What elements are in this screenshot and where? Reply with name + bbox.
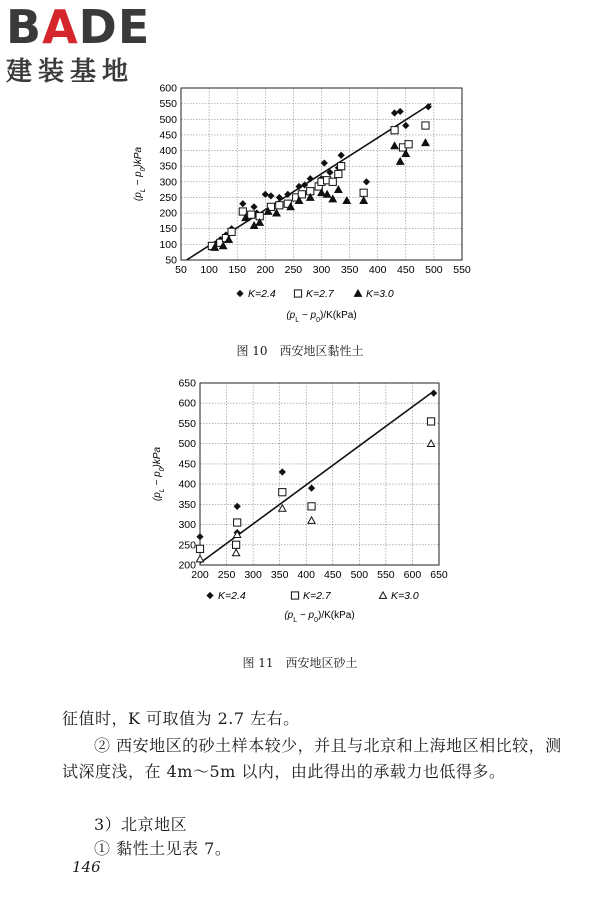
x-tick-label: 350 <box>340 264 359 276</box>
legend-marker-diamond <box>236 290 243 297</box>
data-point-diamond <box>234 503 241 510</box>
legend-label: K=3.0 <box>391 590 419 602</box>
data-point-diamond <box>391 109 398 116</box>
y-tick-label: 100 <box>159 238 177 251</box>
x-tick-label: 400 <box>297 569 315 581</box>
y-tick-label: 200 <box>178 559 196 572</box>
data-point-triangle <box>427 440 434 446</box>
y-tick-label: 450 <box>178 458 196 471</box>
data-point-diamond <box>363 178 370 185</box>
legend-label: K=2.4 <box>248 288 276 300</box>
data-point-triangle <box>196 555 203 561</box>
data-point-square <box>308 503 315 510</box>
y-tick-label: 400 <box>159 145 177 158</box>
y-tick-label: 500 <box>159 113 177 126</box>
legend-label: K=3.0 <box>366 288 394 300</box>
data-point-square <box>422 122 429 129</box>
data-point-triangle <box>397 158 404 164</box>
x-tick-label: 500 <box>425 264 443 276</box>
data-point-diamond <box>239 200 246 207</box>
data-point-square <box>279 489 286 496</box>
data-point-square <box>427 418 434 425</box>
y-tick-label: 250 <box>178 539 196 552</box>
data-point-diamond <box>397 108 404 115</box>
data-point-triangle <box>308 517 315 523</box>
data-point-diamond <box>267 192 274 199</box>
data-point-square <box>405 141 412 148</box>
data-point-square <box>233 541 240 548</box>
x-tick-label: 150 <box>228 264 246 276</box>
y-tick-label: 550 <box>178 417 196 430</box>
data-point-square <box>234 519 241 526</box>
x-tick-label: 200 <box>256 264 275 276</box>
data-point-diamond <box>307 175 314 182</box>
data-point-square <box>196 545 203 552</box>
x-tick-label: 100 <box>200 264 218 276</box>
data-point-triangle <box>279 505 286 511</box>
y-tick-label: 400 <box>178 478 196 491</box>
y-tick-label: 550 <box>159 98 177 111</box>
x-tick-label: 650 <box>430 569 448 581</box>
y-tick-label: 600 <box>159 82 177 95</box>
y-tick-label: 600 <box>178 397 196 410</box>
data-point-square <box>228 228 235 235</box>
logo-subtitle: 建装基地 <box>6 57 135 87</box>
x-tick-label: 300 <box>312 264 331 276</box>
x-tick-label: 450 <box>397 264 415 276</box>
data-point-triangle <box>360 197 367 203</box>
data-point-square <box>276 202 283 209</box>
data-point-triangle <box>335 186 342 192</box>
y-tick-label: 500 <box>178 438 196 451</box>
data-point-square <box>335 170 342 177</box>
x-tick-label: 500 <box>350 569 369 581</box>
y-tick-label: 300 <box>178 519 196 532</box>
legend-label: K=2.4 <box>218 590 246 602</box>
y-tick-label: 150 <box>159 223 177 236</box>
y-tick-label: 350 <box>159 160 177 173</box>
y-tick-label: 200 <box>159 207 177 220</box>
y-axis-label: $(p_L - p_0)kPa$ <box>133 146 147 202</box>
data-point-triangle <box>233 549 240 555</box>
data-point-triangle <box>422 139 429 145</box>
body-paragraph-1: 征值时，K 可取值为 2.7 左右。 <box>62 709 300 728</box>
legend-label: K=2.7 <box>303 590 331 602</box>
x-tick-label: 450 <box>324 569 342 581</box>
legend-marker-triangle <box>354 290 361 296</box>
x-tick-label: 550 <box>377 569 395 581</box>
data-point-diamond <box>308 485 315 492</box>
y-axis-label: $(p_L - p_0)kPa$ <box>152 446 166 502</box>
y-tick-label: 650 <box>178 377 196 390</box>
x-tick-label: 600 <box>403 569 422 581</box>
data-point-diamond <box>250 203 257 210</box>
x-tick-label: 250 <box>284 264 303 276</box>
chart-sand-scatter <box>0 375 600 635</box>
legend-marker-triangle <box>379 592 386 598</box>
y-tick-label: 250 <box>159 191 177 204</box>
x-axis-label: $(p_L - p_0)/K(kPa)$ <box>284 610 355 624</box>
x-tick-label: 50 <box>175 264 187 276</box>
data-point-square <box>329 178 336 185</box>
figure-10-caption: 图 10 西安地区黏性土 <box>236 344 364 358</box>
data-point-diamond <box>430 390 437 397</box>
legend-marker-square <box>294 290 301 297</box>
section-heading: 3）北京地区 <box>94 815 188 834</box>
data-point-diamond <box>262 191 269 198</box>
legend-label: K=2.7 <box>306 288 334 300</box>
y-tick-label: 300 <box>159 176 177 189</box>
x-axis-label: $(p_L - p_0)/K(kPa)$ <box>286 310 357 324</box>
chart-clay-scatter <box>0 0 600 340</box>
x-tick-label: 550 <box>453 264 471 276</box>
y-tick-label: 50 <box>165 254 177 267</box>
x-tick-label: 200 <box>191 569 209 581</box>
body-paragraph-3: ① 黏性土见表 7。 <box>94 839 232 858</box>
figure-11-caption: 图 11 西安地区砂土 <box>242 656 358 670</box>
x-tick-label: 400 <box>368 264 387 276</box>
legend-marker-square <box>291 592 298 599</box>
logo-wordmark: BADE <box>6 0 151 54</box>
data-point-diamond <box>338 152 345 159</box>
body-paragraph-2: ② 西安地区的砂土样本较少，并且与北京和上海地区相比较，测试深度浅，在 4m～5m 以内，由此得出的承载力也低得多。 <box>62 736 562 781</box>
page-number: 146 <box>72 858 101 876</box>
x-tick-label: 250 <box>217 569 236 581</box>
x-tick-label: 300 <box>244 569 262 581</box>
legend-marker-diamond <box>206 592 213 599</box>
data-point-diamond <box>196 533 203 540</box>
data-point-square <box>248 211 255 218</box>
data-point-diamond <box>402 122 409 129</box>
data-point-square <box>338 163 345 170</box>
y-tick-label: 350 <box>178 498 196 511</box>
y-tick-label: 450 <box>159 129 177 142</box>
data-point-triangle <box>391 142 398 148</box>
data-point-square <box>360 189 367 196</box>
x-tick-label: 350 <box>270 569 289 581</box>
data-point-square <box>391 127 398 134</box>
